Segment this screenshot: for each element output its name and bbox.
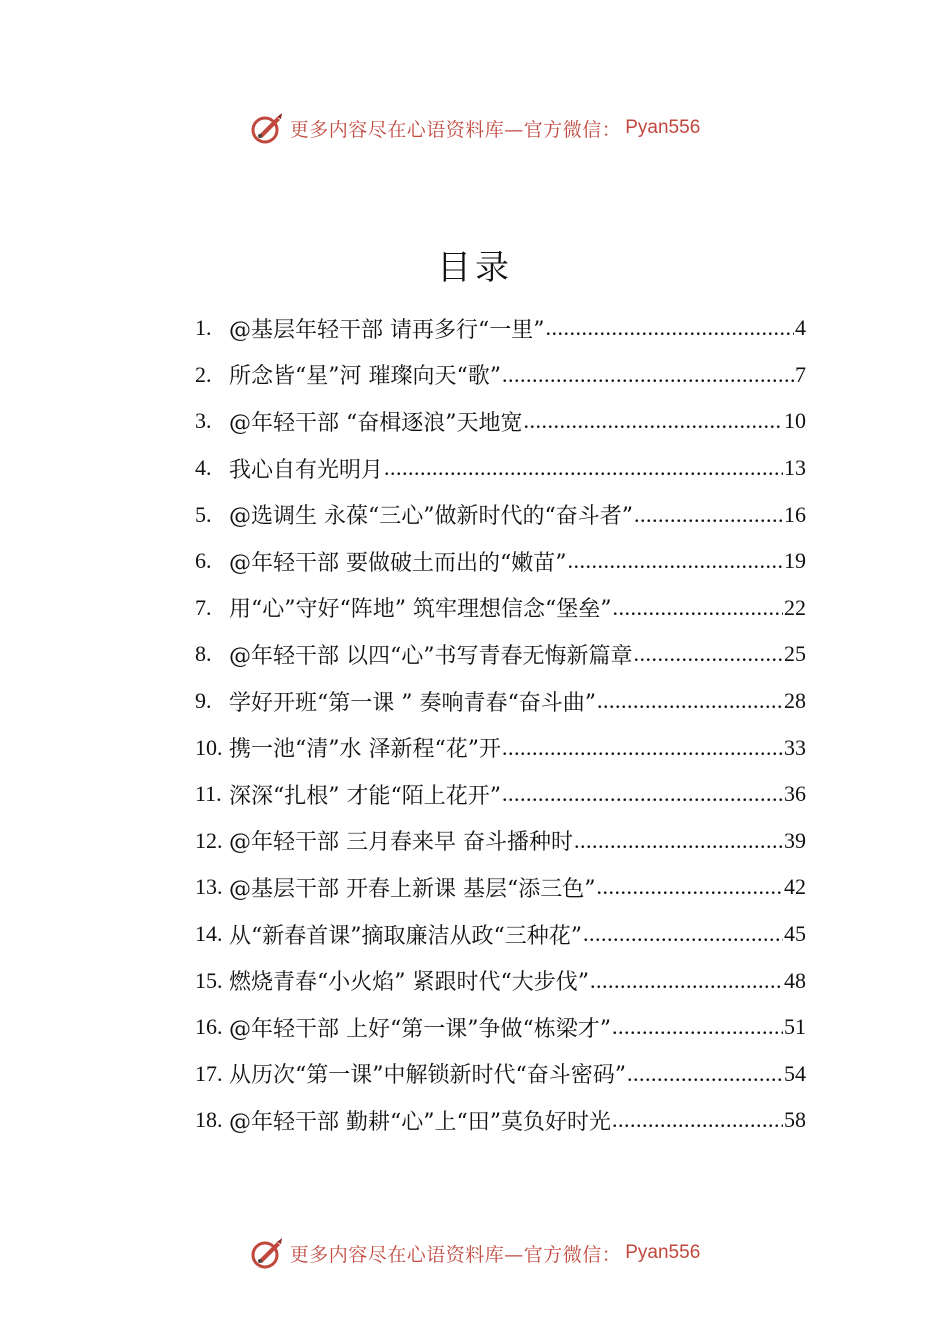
toc-item-page: 16: [784, 501, 806, 527]
toc-item[interactable]: [195, 818, 806, 865]
toc-item[interactable]: [195, 1051, 806, 1098]
toc-item-page: 45: [784, 921, 806, 947]
toc-dot-leader: [612, 595, 783, 621]
toc-item-title: 所念皆“星”河 璀璨向天“歌”: [229, 364, 501, 390]
toc-dot-leader: [574, 828, 783, 854]
toc-item-number: 14.: [195, 921, 223, 947]
toc-dot-leader: [384, 455, 783, 481]
toc-dot-leader: [634, 502, 783, 528]
toc-item[interactable]: [195, 305, 806, 352]
toc-item-page: 33: [784, 734, 806, 760]
toc-dot-leader: [627, 1061, 783, 1087]
toc-item-number: 15.: [195, 967, 223, 993]
toc-item-title: 燃烧青春“小火焰” 紧跟时代“大步伐”: [229, 970, 589, 996]
toc-item-title: 携一池“清”水 泽新程“花”开: [229, 737, 501, 763]
toc-item-number: 11.: [195, 781, 222, 807]
toc-item-page: 51: [784, 1014, 806, 1040]
toc-item-number: 6.: [195, 548, 212, 574]
toc-item[interactable]: [195, 398, 806, 445]
toc-item-title: @年轻干部 “奋楫逐浪”天地宽: [229, 410, 523, 436]
toc-item-number: 8.: [195, 641, 212, 667]
toc-dot-leader: [634, 641, 784, 667]
toc-item-page: 19: [784, 548, 806, 574]
toc-dot-leader: [583, 921, 783, 947]
toc-dot-leader: [590, 968, 783, 994]
toc-item-page: 36: [784, 781, 806, 807]
toc-dot-leader: [524, 408, 784, 434]
toc-item-number: 12.: [195, 827, 223, 853]
toc-item-number: 1.: [195, 315, 212, 341]
toc-item[interactable]: [195, 352, 806, 399]
toc-item-page: 48: [784, 967, 806, 993]
toc-item-number: 5.: [195, 501, 212, 527]
toc-item[interactable]: [195, 491, 806, 538]
toc-dot-leader: [612, 1107, 783, 1133]
toc-item-number: 2.: [195, 361, 212, 387]
toc-item-title: 用“心”守好“阵地” 筑牢理想信念“堡垒”: [229, 597, 612, 623]
toc-item-title: @基层年轻干部 请再多行“一里”: [229, 317, 545, 343]
toc-item[interactable]: [195, 1004, 806, 1051]
toc-item[interactable]: [195, 538, 806, 585]
toc-item-number: 13.: [195, 874, 223, 900]
toc-item[interactable]: [195, 957, 806, 1004]
toc-item-number: 4.: [195, 455, 212, 481]
banner-text: 更多内容尽在心语资料库—官方微信：: [289, 118, 622, 141]
banner-account: Pyan556: [625, 1242, 701, 1263]
toc-item-number: 17.: [195, 1060, 223, 1086]
toc-item-page: 7: [795, 361, 806, 387]
toc-item[interactable]: [195, 724, 806, 771]
toc-item[interactable]: [195, 1097, 806, 1144]
toc-item-page: 39: [784, 827, 806, 853]
toc-item[interactable]: [195, 771, 806, 818]
toc-item-title: @年轻干部 勤耕“心”上“田”莫负好时光: [229, 1109, 611, 1135]
page-title: 目录: [437, 248, 513, 288]
toc-item-number: 10.: [195, 734, 223, 760]
toc-item-page: 54: [784, 1060, 806, 1086]
banner-account: Pyan556: [625, 117, 701, 138]
toc-dot-leader: [568, 548, 784, 574]
toc-item[interactable]: [195, 864, 806, 911]
toc-item-page: 25: [784, 641, 806, 667]
toc-item-title: 学好开班“第一课 ” 奏响青春“奋斗曲”: [229, 690, 596, 716]
toc-item-number: 9.: [195, 688, 212, 714]
toc-dot-leader: [596, 874, 783, 900]
toc-item-page: 13: [784, 455, 806, 481]
toc-item-page: 42: [784, 874, 806, 900]
toc-item-number: 18.: [195, 1107, 223, 1133]
toc-item-title: 我心自有光明月: [229, 457, 384, 483]
toc-dot-leader: [502, 735, 783, 761]
toc-item-title: 深深“扎根” 才能“陌上花开”: [229, 783, 501, 809]
toc-dot-leader: [597, 688, 783, 714]
toc-item-number: 3.: [195, 408, 212, 434]
quill-logo-icon: [250, 1236, 284, 1270]
header-banner: [0, 108, 950, 148]
toc-item-title: 从“新春首课”摘取廉洁从政“三种花”: [229, 923, 582, 949]
toc-item[interactable]: [195, 678, 806, 725]
toc-item-title: @年轻干部 上好“第一课”争做“栋梁才”: [229, 1016, 611, 1042]
toc-dot-leader: [502, 781, 783, 807]
toc-item-number: 16.: [195, 1014, 223, 1040]
toc-item-title: @年轻干部 以四“心”书写青春无悔新篇章: [229, 643, 633, 669]
toc-item[interactable]: [195, 631, 806, 678]
toc-item[interactable]: [195, 445, 806, 492]
toc-item-title: 从历次“第一课”中解锁新时代“奋斗密码”: [229, 1063, 626, 1089]
toc-dot-leader: [546, 315, 795, 341]
toc-item-title: @基层干部 开春上新课 基层“添三色”: [229, 876, 596, 902]
toc-dot-leader: [502, 362, 794, 388]
toc-item[interactable]: [195, 585, 806, 632]
toc-item-page: 22: [784, 594, 806, 620]
toc-item-page: 10: [784, 408, 806, 434]
footer-banner: [0, 1233, 950, 1273]
toc-item-page: 58: [784, 1107, 806, 1133]
banner-text: 更多内容尽在心语资料库—官方微信：: [289, 1243, 622, 1266]
toc-item-page: 4: [795, 315, 806, 341]
toc-dot-leader: [612, 1014, 783, 1040]
table-of-contents: [195, 305, 806, 1144]
quill-logo-icon: [250, 111, 284, 145]
toc-item-number: 7.: [195, 594, 212, 620]
toc-item-page: 28: [784, 688, 806, 714]
toc-item-title: @选调生 永葆“三心”做新时代的“奋斗者”: [229, 504, 633, 530]
toc-item-title: @年轻干部 三月春来早 奋斗播种时: [229, 830, 573, 856]
toc-item-title: @年轻干部 要做破土而出的“嫩苗”: [229, 550, 567, 576]
toc-item[interactable]: [195, 911, 806, 958]
